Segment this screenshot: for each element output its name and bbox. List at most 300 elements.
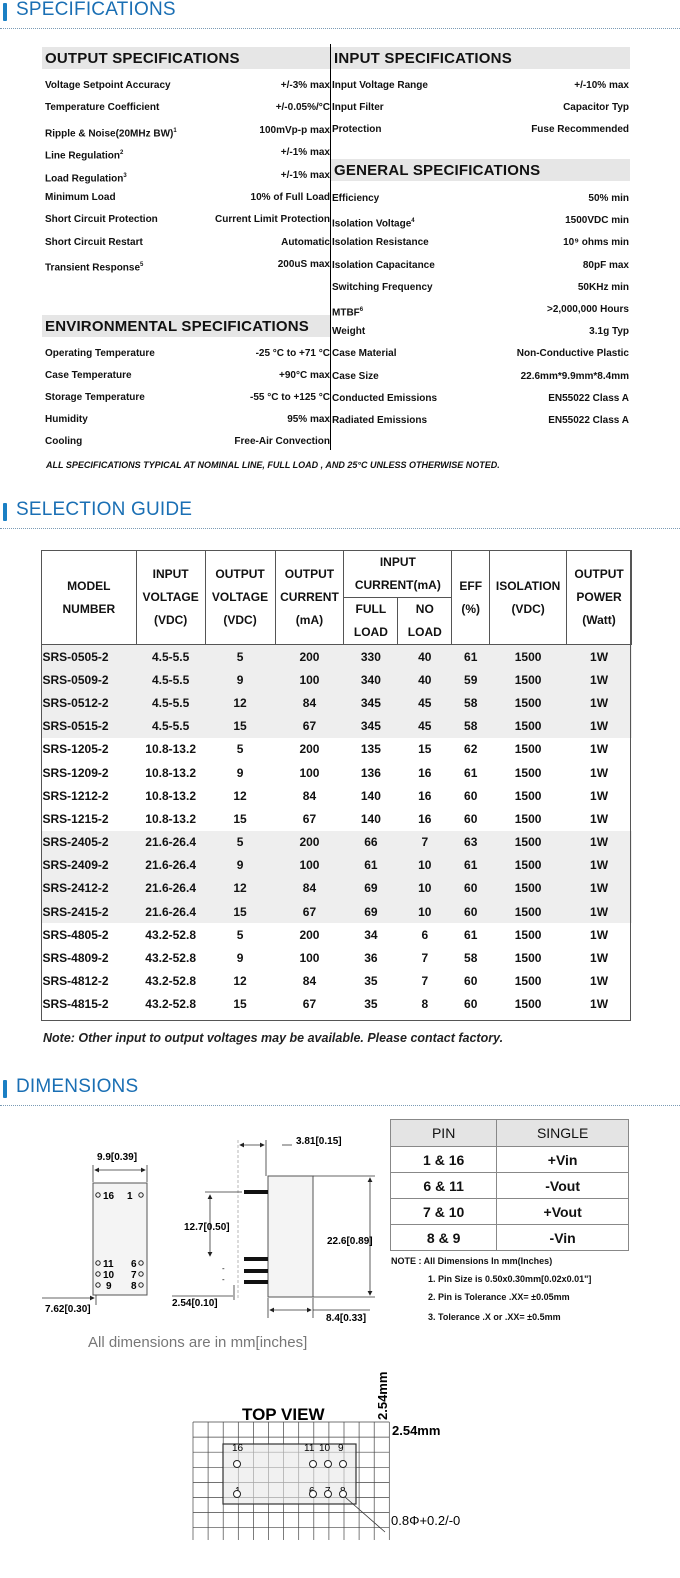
table-row <box>42 668 632 691</box>
eff-cell: 60 <box>452 807 490 830</box>
spec-footnote: ALL SPECIFICATIONS TYPICAL AT NOMINAL LINE, FULL LOAD , AND 25°C UNLESS OTHERWISE NOTED. <box>46 460 500 470</box>
input-voltage-cell: 10.8-13.2 <box>136 784 205 807</box>
full-load-cell: 61 <box>344 854 398 877</box>
spec-row <box>45 124 330 138</box>
full-load-cell: 35 <box>344 970 398 993</box>
section-marker <box>3 503 7 521</box>
output-voltage-cell: 9 <box>205 761 275 784</box>
footnote-ref: 5 <box>140 262 144 269</box>
output-current-cell: 100 <box>275 854 344 877</box>
pin-table <box>390 1119 629 1251</box>
model-cell: SRS-4812-2 <box>42 970 137 993</box>
output-power-cell: 1W <box>567 946 632 969</box>
spec-value: Capacitor Typ <box>563 102 629 113</box>
footnote-ref: 2 <box>120 150 124 157</box>
section-dimensions <box>0 1077 680 1107</box>
spec-row <box>332 347 629 361</box>
spec-label: Operating Temperature <box>45 348 155 359</box>
input-voltage-cell: 4.5-5.5 <box>136 715 205 738</box>
input-voltage-cell: 21.6-26.4 <box>136 831 205 854</box>
full-load-cell: 34 <box>344 923 398 946</box>
spec-row <box>332 325 629 339</box>
spec-row <box>332 236 629 250</box>
output-voltage-cell: 9 <box>205 854 275 877</box>
spec-label: Weight <box>332 326 366 338</box>
output-voltage-cell: 15 <box>205 807 275 830</box>
spec-value: 50KHz min <box>577 281 629 293</box>
no-load-cell: 15 <box>398 738 452 761</box>
table-row <box>42 877 632 900</box>
input-voltage-cell: 43.2-52.8 <box>136 946 205 969</box>
output-power-cell: 1W <box>567 784 632 807</box>
spec-label: Load Regulation <box>45 172 124 184</box>
model-cell: SRS-0512-2 <box>42 691 137 714</box>
output-power-cell: 1W <box>567 761 632 784</box>
full-load-cell: 66 <box>344 831 398 854</box>
pin-label: 11 <box>103 1259 114 1270</box>
model-cell: SRS-1212-2 <box>42 784 137 807</box>
output-current-cell: 100 <box>275 761 344 784</box>
spec-row <box>332 192 629 206</box>
pin-label: 9 <box>106 1281 112 1292</box>
output-voltage-cell: 9 <box>205 668 275 691</box>
spec-value: Fuse Recommended <box>531 124 629 135</box>
dimensions-caption: All dimensions are in mm[inches] <box>88 1334 308 1351</box>
side-pin <box>244 1257 268 1261</box>
header-input-voltage: INPUT VOLTAGE (VDC) <box>136 551 205 645</box>
pin-row <box>391 1199 629 1225</box>
spec-label: Isolation Resistance <box>332 237 429 249</box>
pin-function: -Vin <box>497 1225 629 1251</box>
spec-label: Storage Temperature <box>45 392 145 403</box>
spec-value: +/-3% max <box>280 80 330 91</box>
spec-row <box>332 281 629 295</box>
footnote-ref: 4 <box>411 218 415 225</box>
spec-label: Radiated Emissions <box>332 415 428 426</box>
spec-row <box>332 101 629 115</box>
output-spec-title: OUTPUT SPECIFICATIONS <box>42 47 330 69</box>
tick-mark: - <box>222 1264 225 1273</box>
leader-line <box>345 1497 385 1532</box>
output-power-cell: 1W <box>567 738 632 761</box>
dim-pitch-side: 3.81[0.15] <box>296 1136 342 1147</box>
output-voltage-cell: 15 <box>205 715 275 738</box>
spec-label: Voltage Setpoint Accuracy <box>45 80 171 91</box>
spec-label: Input Voltage Range <box>332 80 428 91</box>
spec-row <box>45 258 330 272</box>
isolation-cell: 1500 <box>490 877 567 900</box>
isolation-cell: 1500 <box>490 946 567 969</box>
section-title: SELECTION GUIDE <box>16 499 193 520</box>
output-current-cell: 200 <box>275 831 344 854</box>
eff-cell: 61 <box>452 645 490 669</box>
module-front <box>93 1183 147 1295</box>
model-cell: SRS-2415-2 <box>42 900 137 923</box>
no-load-cell: 45 <box>398 715 452 738</box>
model-cell: SRS-0515-2 <box>42 715 137 738</box>
spec-value: 50% min <box>588 193 629 204</box>
output-current-cell: 84 <box>275 970 344 993</box>
spec-value: +/-1% max <box>280 147 330 159</box>
header-full-load: FULL LOAD <box>344 598 398 645</box>
spec-row <box>332 370 629 384</box>
column-divider <box>330 44 331 450</box>
pin-number: 6 & 11 <box>391 1173 497 1199</box>
eff-cell: 58 <box>452 715 490 738</box>
pin-label: 11 <box>304 1443 315 1454</box>
model-cell: SRS-1209-2 <box>42 761 137 784</box>
selection-table <box>41 550 632 1016</box>
spec-label: Cooling <box>45 436 83 447</box>
pin-label: 16 <box>103 1191 115 1202</box>
output-current-cell: 84 <box>275 877 344 900</box>
dimension-note-head: NOTE : All Dimensions In mm(Inches) <box>391 1256 553 1266</box>
input-voltage-cell: 4.5-5.5 <box>136 668 205 691</box>
spec-row <box>332 123 629 137</box>
spec-row <box>45 191 330 205</box>
no-load-cell: 40 <box>398 645 452 669</box>
model-cell: SRS-1215-2 <box>42 807 137 830</box>
isolation-cell: 1500 <box>490 854 567 877</box>
no-load-cell: 7 <box>398 831 452 854</box>
input-voltage-cell: 10.8-13.2 <box>136 807 205 830</box>
isolation-cell: 1500 <box>490 738 567 761</box>
pin-number: 8 & 9 <box>391 1225 497 1251</box>
spec-value: Automatic <box>281 236 330 248</box>
model-cell: SRS-0509-2 <box>42 668 137 691</box>
eff-cell: 60 <box>452 900 490 923</box>
table-row <box>42 691 632 714</box>
dim-thickness: 8.4[0.33] <box>326 1313 367 1324</box>
section-marker <box>3 1080 7 1098</box>
hole-size: 0.8Φ+0.2/-0 <box>391 1513 461 1528</box>
side-pin <box>244 1269 268 1273</box>
dotted-divider <box>0 1105 680 1106</box>
spec-value: Current Limit Protection <box>214 214 330 226</box>
pin-label: 6 <box>131 1259 137 1270</box>
output-current-cell: 200 <box>275 645 344 669</box>
header-input-current: INPUT CURRENT(mA) <box>344 551 452 598</box>
side-pin <box>244 1190 268 1194</box>
spec-row <box>45 169 330 183</box>
dim-pin-span: 12.7[0.50] <box>184 1222 230 1233</box>
output-power-cell: 1W <box>567 691 632 714</box>
header-output-current: OUTPUT CURRENT (mA) <box>275 551 344 645</box>
output-power-cell: 1W <box>567 807 632 830</box>
output-current-cell: 67 <box>275 715 344 738</box>
header-no-load: NO LOAD <box>398 598 452 645</box>
spec-label: Efficiency <box>332 193 380 204</box>
eff-cell: 58 <box>452 691 490 714</box>
function-header: SINGLE <box>497 1120 629 1147</box>
no-load-cell: 6 <box>398 923 452 946</box>
spec-row <box>45 413 330 427</box>
table-row <box>42 831 632 854</box>
output-power-cell: 1W <box>567 831 632 854</box>
input-voltage-cell: 10.8-13.2 <box>136 738 205 761</box>
spec-value: -55 °C to +125 °C <box>250 392 330 403</box>
spec-row <box>332 414 629 428</box>
spec-row <box>45 236 330 250</box>
pin-hole <box>234 1461 241 1468</box>
top-view-drawing <box>180 1360 500 1540</box>
output-power-cell: 1W <box>567 877 632 900</box>
table-row <box>42 761 632 784</box>
dimension-note-2: 2. Pin is Tolerance .XX= ±0.05mm <box>428 1292 570 1302</box>
footnote-ref: 1 <box>173 127 177 134</box>
spec-label: Case Size <box>332 370 379 382</box>
pin-function: +Vin <box>497 1147 629 1173</box>
output-power-cell: 1W <box>567 668 632 691</box>
no-load-cell: 16 <box>398 784 452 807</box>
spec-value: 95% max <box>287 414 330 425</box>
pin-label: 9 <box>338 1443 344 1454</box>
section-selection-guide <box>0 500 680 530</box>
output-voltage-cell: 12 <box>205 784 275 807</box>
isolation-cell: 1500 <box>490 993 567 1016</box>
isolation-cell: 1500 <box>490 807 567 830</box>
model-cell: SRS-2409-2 <box>42 854 137 877</box>
spec-row <box>45 79 330 93</box>
table-row <box>42 854 632 877</box>
no-load-cell: 16 <box>398 761 452 784</box>
eff-cell: 60 <box>452 970 490 993</box>
spec-label: Switching Frequency <box>332 281 433 293</box>
output-voltage-cell: 12 <box>205 691 275 714</box>
pin-hole <box>340 1461 347 1468</box>
input-voltage-cell: 21.6-26.4 <box>136 877 205 900</box>
dotted-divider <box>0 28 680 29</box>
spec-row <box>45 213 330 227</box>
isolation-cell: 1500 <box>490 645 567 669</box>
eff-cell: 61 <box>452 854 490 877</box>
dim-pin-pitch: 2.54[0.10] <box>172 1298 218 1309</box>
spec-label: Case Temperature <box>45 370 132 381</box>
pin-row <box>391 1225 629 1251</box>
no-load-cell: 16 <box>398 807 452 830</box>
spec-label: Minimum Load <box>45 192 116 203</box>
section-title: DIMENSIONS <box>16 1076 139 1097</box>
pin-hole <box>234 1491 241 1498</box>
dim-width-top: 9.9[0.39] <box>97 1152 138 1163</box>
pin-hole <box>325 1491 332 1498</box>
spec-value: +/-0.05%/°C <box>275 102 330 114</box>
eff-cell: 60 <box>452 877 490 900</box>
dimension-note-3: 3. Tolerance .X or .XX= ±0.5mm <box>428 1312 561 1322</box>
full-load-cell: 330 <box>344 645 398 669</box>
dimension-note-1: 1. Pin Size is 0.50x0.30mm[0.02x0.01"] <box>428 1274 592 1284</box>
table-row <box>42 784 632 807</box>
header-model: MODEL NUMBER <box>42 551 137 645</box>
tick-mark: - <box>222 1275 225 1284</box>
pin-function: +Vout <box>497 1199 629 1225</box>
spec-label: Temperature Coefficient <box>45 102 160 114</box>
output-power-cell: 1W <box>567 645 632 669</box>
top-view-title: TOP VIEW <box>242 1405 325 1424</box>
no-load-cell: 7 <box>398 946 452 969</box>
full-load-cell: 69 <box>344 877 398 900</box>
spec-value: -25 °C to +71 °C <box>255 348 330 359</box>
isolation-cell: 1500 <box>490 970 567 993</box>
eff-cell: 62 <box>452 738 490 761</box>
spec-value: +/-1% max <box>280 169 330 181</box>
output-voltage-cell: 5 <box>205 831 275 854</box>
input-spec-title: INPUT SPECIFICATIONS <box>331 47 630 69</box>
spec-value: EN55022 Class A <box>548 392 629 404</box>
pin-row <box>391 1173 629 1199</box>
output-current-cell: 67 <box>275 807 344 830</box>
section-title: SPECIFICATIONS <box>16 0 176 20</box>
spec-value: 200uS max <box>277 259 330 271</box>
grid-pitch-horizontal: 2.54mm <box>392 1423 441 1438</box>
no-load-cell: 7 <box>398 970 452 993</box>
spec-label: Conducted Emissions <box>332 392 438 404</box>
output-current-cell: 84 <box>275 784 344 807</box>
spec-label: Line Regulation <box>45 150 120 162</box>
section-marker <box>3 3 7 21</box>
spec-row <box>45 101 330 115</box>
spec-label: Transient Response <box>45 262 141 274</box>
eff-cell: 60 <box>452 993 490 1016</box>
no-load-cell: 10 <box>398 900 452 923</box>
general-spec-title: GENERAL SPECIFICATIONS <box>331 159 630 181</box>
output-voltage-cell: 15 <box>205 993 275 1016</box>
output-voltage-cell: 12 <box>205 970 275 993</box>
isolation-cell: 1500 <box>490 900 567 923</box>
input-voltage-cell: 43.2-52.8 <box>136 970 205 993</box>
footnote-ref: 3 <box>123 172 127 179</box>
output-power-cell: 1W <box>567 715 632 738</box>
spec-value: 10⁹ ohms min <box>563 237 629 249</box>
isolation-cell: 1500 <box>490 691 567 714</box>
input-voltage-cell: 10.8-13.2 <box>136 761 205 784</box>
spec-label: MTBF <box>332 307 360 319</box>
output-current-cell: 200 <box>275 738 344 761</box>
spec-row <box>332 79 629 93</box>
no-load-cell: 10 <box>398 854 452 877</box>
pin-label: 10 <box>103 1270 115 1281</box>
output-voltage-cell: 12 <box>205 877 275 900</box>
pin-number: 1 & 16 <box>391 1147 497 1173</box>
spec-label: Input Filter <box>332 102 384 113</box>
spec-value: 10% of Full Load <box>250 192 330 203</box>
spec-label: Isolation Capacitance <box>332 259 435 271</box>
spec-label: Short Circuit Restart <box>45 236 143 248</box>
model-cell: SRS-4815-2 <box>42 993 137 1016</box>
full-load-cell: 35 <box>344 993 398 1016</box>
full-load-cell: 36 <box>344 946 398 969</box>
spec-value: Free-Air Convection <box>234 436 330 447</box>
model-cell: SRS-0505-2 <box>42 645 137 669</box>
no-load-cell: 45 <box>398 691 452 714</box>
pin-hole <box>340 1491 347 1498</box>
full-load-cell: 136 <box>344 761 398 784</box>
spec-label: Short Circuit Protection <box>45 214 158 226</box>
eff-cell: 60 <box>452 784 490 807</box>
full-load-cell: 140 <box>344 807 398 830</box>
eff-cell: 59 <box>452 668 490 691</box>
isolation-cell: 1500 <box>490 668 567 691</box>
input-voltage-cell: 4.5-5.5 <box>136 645 205 669</box>
table-row <box>42 645 632 669</box>
model-cell: SRS-1205-2 <box>42 738 137 761</box>
spec-value: 100mVp-p max <box>259 124 330 136</box>
spec-value: 22.6mm*9.9mm*8.4mm <box>520 370 629 382</box>
section-specifications <box>0 0 680 30</box>
spec-label: Protection <box>332 124 382 135</box>
pin-label: 8 <box>131 1281 137 1292</box>
pin-label: 16 <box>232 1443 244 1454</box>
header-output-voltage: OUTPUT VOLTAGE (VDC) <box>205 551 275 645</box>
no-load-cell: 8 <box>398 993 452 1016</box>
spec-value: EN55022 Class A <box>548 415 629 426</box>
eff-cell: 63 <box>452 831 490 854</box>
table-row <box>42 807 632 830</box>
output-voltage-cell: 5 <box>205 923 275 946</box>
dim-left-offset: 7.62[0.30] <box>45 1304 91 1315</box>
pin-number: 7 & 10 <box>391 1199 497 1225</box>
full-load-cell: 345 <box>344 715 398 738</box>
output-voltage-cell: 5 <box>205 645 275 669</box>
spec-value: +90°C max <box>279 370 330 381</box>
dotted-divider <box>0 528 680 529</box>
full-load-cell: 340 <box>344 668 398 691</box>
isolation-cell: 1500 <box>490 761 567 784</box>
spec-row <box>332 214 629 228</box>
table-row <box>42 970 632 993</box>
spec-row <box>332 392 629 406</box>
output-voltage-cell: 9 <box>205 946 275 969</box>
spec-row <box>45 391 330 405</box>
dim-height: 22.6[0.89] <box>327 1236 373 1247</box>
pin-hole <box>310 1461 317 1468</box>
output-current-cell: 67 <box>275 900 344 923</box>
spec-row <box>332 259 629 273</box>
input-voltage-cell: 4.5-5.5 <box>136 691 205 714</box>
eff-cell: 61 <box>452 923 490 946</box>
dimension-drawings <box>0 1120 390 1360</box>
selection-note: Note: Other input to output voltages may be available. Please contact factory. <box>43 1031 504 1045</box>
model-cell: SRS-2405-2 <box>42 831 137 854</box>
full-load-cell: 135 <box>344 738 398 761</box>
input-voltage-cell: 43.2-52.8 <box>136 923 205 946</box>
eff-cell: 58 <box>452 946 490 969</box>
no-load-cell: 40 <box>398 668 452 691</box>
output-voltage-cell: 5 <box>205 738 275 761</box>
spec-label: Isolation Voltage <box>332 218 412 230</box>
spec-row <box>45 347 330 361</box>
table-row <box>42 946 632 969</box>
pin-label: 10 <box>319 1443 331 1454</box>
output-current-cell: 67 <box>275 993 344 1016</box>
spec-value: 80pF max <box>582 259 629 271</box>
table-row <box>42 715 632 738</box>
spec-value: Non-Conductive Plastic <box>516 348 629 360</box>
full-load-cell: 140 <box>344 784 398 807</box>
pin-hole <box>325 1461 332 1468</box>
environmental-spec-title: ENVIRONMENTAL SPECIFICATIONS <box>42 315 330 337</box>
spec-row <box>45 369 330 383</box>
header-eff: EFF (%) <box>452 551 490 645</box>
output-power-cell: 1W <box>567 854 632 877</box>
module-side <box>268 1176 313 1297</box>
table-row <box>42 738 632 761</box>
table-row <box>42 923 632 946</box>
eff-cell: 61 <box>452 761 490 784</box>
spec-label: Case Material <box>332 348 397 360</box>
isolation-cell: 1500 <box>490 715 567 738</box>
model-cell: SRS-4809-2 <box>42 946 137 969</box>
